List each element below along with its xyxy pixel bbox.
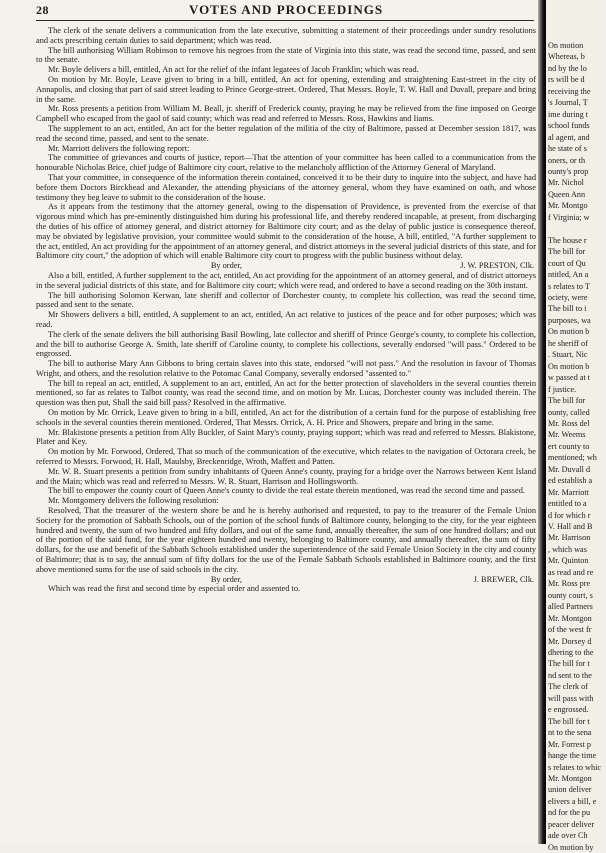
facing-line: On motion (548, 41, 584, 50)
clerk-signature: J. W. PRESTON, Clk. (460, 261, 535, 271)
facing-line (548, 223, 606, 234)
closing-paragraph: Which was read the first and second time by especial order and assented to. (48, 584, 301, 594)
facing-line: union deliver (548, 785, 592, 795)
facing-line: receiving the (548, 86, 591, 96)
facing-line: s relates to whic (548, 762, 601, 772)
facing-line: Mr. Montgon (548, 774, 592, 783)
paragraph: The bill to empower the county court of Queen Anne's county to divide the real estate therein mentioned, was read the second time and passed. (48, 486, 525, 496)
facing-line: oners, or th (548, 155, 586, 165)
facing-line: . Stuart, Nic (548, 350, 588, 360)
facing-line: purposes, wa (548, 315, 591, 325)
paragraph: Mr. Montgomery delivers the following resolution: (48, 496, 219, 506)
paragraph: The clerk of the senate delivers the bill authorising Basil Bowling, late collector and sheriff of Prince George's county, to complete his collection, and the bill to authorise George A. Smith, late sheriff of Caroline county, to complete his collections, severally endorsed "will pass." Ordered to be engrossed. (36, 329, 536, 359)
facing-line: f justice. (548, 384, 577, 394)
facing-line: On motion by (548, 842, 594, 852)
facing-line: Mr. Forrest p (548, 739, 591, 749)
paragraph: Mr Showers delivers a bill, entitled, A supplement to an act, entitled, An act relative to justices of the peace and for other purposes; which was read. (36, 310, 536, 329)
facing-line: On motion b (548, 361, 590, 371)
paragraph: Also a bill, entitled, A further supplement to the act, entitled, An act providing for the appointment of an attorney general, and of district attorneys in the several judicial districts of this state, and for Baltimore city court; which were read, and ordered to have a second reading on the 30th instant. (36, 270, 536, 290)
facing-line: ounty court, s (548, 590, 593, 600)
header-rule (36, 20, 534, 21)
signature-block-1 (36, 261, 536, 271)
facing-line: The bill to i (548, 304, 587, 314)
paragraph: Mr. Blakistone presents a petition from Ally Buckler, of Saint Mary's county, praying support; which was read and referred to Messrs. Blakistone, Plater and Key. (36, 427, 536, 447)
facing-line: nd by the lo (548, 63, 587, 73)
facing-line: Mr. Marriott (548, 487, 589, 497)
journal-body (36, 26, 536, 594)
facing-line: Mr. Dorsey d (548, 636, 592, 646)
facing-line: Mr. Ross pre (548, 579, 591, 589)
facing-line: ert county to (548, 441, 590, 451)
facing-line: ed establish a (548, 476, 593, 486)
facing-line: , which was (548, 544, 587, 554)
facing-line: rs will be d (548, 75, 585, 85)
facing-line: f Virginia; w (548, 212, 590, 222)
facing-line: Mr. Duvall d (548, 464, 591, 474)
facing-line: alled Partners (548, 602, 593, 612)
facing-line: ime during t (548, 109, 589, 119)
facing-line: ounty's prop (548, 166, 589, 176)
facing-line: The bill for t (548, 659, 590, 669)
paragraph: On motion by Mr. Orrick, Leave given to bring in a bill, entitled, An act for the distribution of a certain fund for the purpose of establishing free schools in the several counties therein mentioned. Ordered, That Messrs. Orrick, A. H. Price and Showers, prepare and bring in the same. (36, 408, 536, 427)
signature-block-2 (36, 575, 536, 585)
facing-page-text (548, 40, 606, 853)
facing-line: s relates to T (548, 281, 590, 291)
paragraph: The bill authorising Solomon Kerwan, late sheriff and collector of Dorchester county, to complete his collection, was read the second time, passed and sent to the senate. (36, 290, 536, 310)
paragraph: On motion by Mr. Forwood, Ordered, That so much of the communication of the executive, which relates to the navigation of Octorara creek, be referred to Messrs. Forwood, H. Hall, Maulsby, Breckenridge, Wroth, Maffett and Patten. (36, 447, 536, 467)
facing-line: nt to the sena (548, 728, 592, 738)
facing-line: Mr. Harrison (548, 533, 591, 543)
facing-line: will pass with (548, 693, 594, 703)
paragraph: Resolved, That the treasurer of the western shore be and he is hereby authorised and requested, to pay to the treasurer of the Female Union Society for the promotion of Sabbath Schools, out of the portion of the school funds of Baltimore county, belonging to the city, for the year eighteen hundred and twenty, the sum of two hundred and fifty dollars, and out of the same fund, annually thereafter, the sum of one hundred dollars; and out of the portion of the said fund, for the year eighteen hundred and twenty, belonging to Baltimore county, and annually thereafter, the sum of fifty dollars, for the use and benefit of the Sabbath Schools established under the superintendence of the said Female Union Society in the city and county of Baltimore; that is to say, the annual sum of fifty dollars for the use of the Female Sabbath Schools established in Baltimore county, and the first above mentioned sums for the use of said schools in the city. (36, 506, 536, 574)
facing-line: Mr. Nichol (548, 178, 584, 188)
facing-line: ade over Ch (548, 831, 588, 841)
facing-line: court of Qu (548, 258, 586, 268)
facing-line: The bill for (548, 396, 586, 406)
by-order-label: By order, (210, 261, 242, 271)
paragraph: As it appears from the testimony that the attorney general, owing to the dispensation of Providence, is prevented from the exercise of that vigorous mind which has pre-eminently distinguished him during his professional life, and thereby rendered incapable, at present, from discharging the duties of his office of attorney general, and district attorney for Baltimore city court; and as the delay of public justice is consequence thereof, may be obviated by legislative provision, your committee would submit to the consideration of the house, A bill, entitled, "A further supplement to the act, entitled, An act providing for the appointment of an attorney general, and district attorneys in the several judicial districts of this state, and for Baltimore city court," the adoption of which will enable Baltimore city court to progress with the public business without delay. (36, 202, 536, 261)
page-header (36, 2, 536, 20)
facing-line: entitled to a (548, 499, 587, 509)
facing-line: Mr. Weems (548, 430, 586, 440)
facing-line: as read and re (548, 567, 594, 577)
facing-line: Mr. Montgo (548, 201, 588, 211)
facing-line: Mr. Montgon (548, 613, 592, 623)
facing-line: Mr. Quinton (548, 556, 589, 566)
facing-line: elivers a bill, e (548, 796, 597, 806)
paragraph: That your committee, in consequence of the information therein contained, conceived it to be their duty to inquire into the subject, and have had before them Doctors Birckhead and Alexander, the attending physicians of the attorney general, whom they have examined on oath, and whose testimony they beg leave to submit to the consideration of the house. (36, 172, 536, 202)
page-number: 28 (36, 3, 49, 17)
paragraph: The bill to authorise Mary Ann Gibbons to bring certain slaves into this state, endorsed "will not pass." And the resolution in favour of Thomas Wright, and others, and the resolution relative to the Potomac Canal Company, severally endorsed "assented to." (36, 359, 536, 378)
paragraph: The bill to repeal an act, entitled, A supplement to an act, entitled, An act for the better protection of slaveholders in the several counties therein mentioned, so far as relates to Talbot county, was read the second time, and on motion by Mr. Lucas, Dorchester county was included therein. The question was then put, Shall the said bill pass? Resolved in the affirmative. (36, 378, 536, 408)
paragraph: The bill authorising William Robinson to remove his negroes from the state of Virginia into this state, was read the second time, passed, and sent to the senate. (36, 45, 536, 65)
paragraph: On motion by Mr. Boyle, Leave given to bring in a bill, entitled, An act for opening, extending and straightening East-street in the city of Annapolis, and closing that part of said street leading to Prince George-street. Ordered, That Messrs. Boyle, T. W. Hall and Duvall, prepare and bring in the same. (36, 74, 536, 104)
facing-line: w passed at t (548, 373, 591, 383)
facing-line: he sheriff of (548, 338, 588, 348)
facing-line: ntitled, An a (548, 270, 589, 280)
facing-line: Whereas, b (548, 52, 585, 62)
facing-line: The bill for t (548, 716, 590, 726)
facing-line: V. Hall and B (548, 522, 593, 532)
facing-line: nd for the pu (548, 808, 591, 818)
facing-line: peacer deliver (548, 819, 595, 829)
facing-line: mentioned; wh (548, 453, 597, 463)
proceedings-section-2 (36, 271, 536, 575)
facing-line: he state of s (548, 144, 587, 154)
facing-line: ounty, called (548, 407, 590, 417)
by-order-label: By order, (210, 574, 242, 584)
facing-line: e engrossed. (548, 705, 589, 715)
facing-line: The bill for (548, 247, 586, 257)
clerk-signature: J. BREWER, Clk. (473, 574, 535, 584)
paragraph: Mr. Ross presents a petition from William M. Beall, jr. sheriff of Frederick county, praying he may be relieved from the fine imposed on George Campbell who escaped from the gaol of said county; which was read and referred to Messrs. Ross, Hawkins and Iiams. (36, 104, 536, 124)
paragraph: Mr. W. R. Stuart presents a petition from sundry inhabitants of Queen Anne's county, praying for a bridge over the Narrows between Kent Island and the Main; which was read and referred to Messrs. W. R. Stuart, Harrison and Hollingsworth. (36, 466, 536, 486)
facing-line: hange the time (548, 751, 597, 761)
paragraph: The committee of grievances and courts of justice, report—That the attention of your committee has been called to a communication from the honourable Nicholas Brice, chief judge of Baltimore city court, relative to the melancholy affliction of the Attorney General of Maryland. (36, 153, 536, 173)
facing-page (546, 0, 601, 852)
facing-line: ociety, were (548, 292, 588, 302)
facing-line: Mr. Ross del (548, 418, 590, 428)
facing-line: dhering to the (548, 648, 594, 658)
facing-line: d for which r (548, 510, 591, 520)
paragraph: The supplement to an act, entitled, An act for the better regulation of the militia of the city of Baltimore, passed at December session 1817, was read the second time, passed, and sent to the senate. (36, 123, 536, 143)
paragraph: The clerk of the senate delivers a communication from the late executive, submitting a statement of their proceedings under sundry resolutions and acts prescribing certain duties to said department; which was read. (36, 26, 536, 45)
facing-line: nd sent to the (548, 670, 592, 680)
book-gutter (538, 0, 546, 844)
facing-line: of the west fr (548, 625, 592, 635)
paragraph: Mr. Marriott delivers the following report: (48, 143, 190, 153)
running-head: VOTES AND PROCEEDINGS (188, 2, 384, 17)
facing-line: The clerk of (548, 682, 589, 692)
paragraph: Mr. Boyle delivers a bill, entitled, An act for the relief of the infant legatees of Jacob Franklin; which was read. (48, 65, 419, 75)
facing-line: al agent, and (548, 132, 590, 142)
facing-line: On motion b (548, 327, 590, 337)
facing-line: Queen Ann (548, 189, 586, 199)
proceedings-section-1 (36, 26, 536, 261)
facing-line: 's Journal, T (548, 98, 588, 108)
facing-line: school funds (548, 121, 590, 131)
facing-line: The house r (548, 235, 587, 245)
